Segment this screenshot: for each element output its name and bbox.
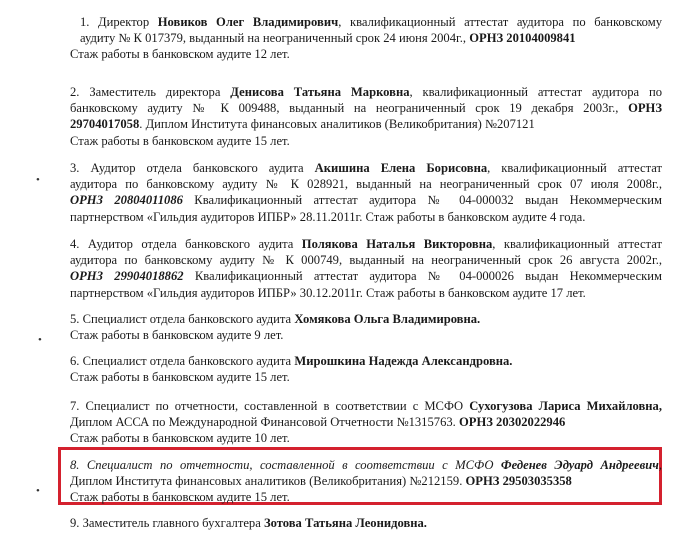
entry-text: 1. Директор [80,15,158,29]
entry-line [70,353,662,369]
entry-text: Диплом АССА по Международной Финансовой Отчетности №1315763. [70,415,459,430]
staff-entry-3 [70,160,662,225]
entry-line [70,457,662,473]
experience-text: Стаж работы в банковском аудите 10 лет. [70,431,290,446]
entry-text: , квалификационный аттестат [487,161,662,175]
ornz-label: ОРНЗ [628,101,662,116]
scan-mark: • [36,174,40,186]
entry-line [70,192,662,208]
person-name: Феденев Эдуард Андреевич [500,458,659,472]
experience-text: Стаж работы в банковском аудите 12 лет. [70,47,290,62]
entry-line [70,268,662,284]
entry-text: , квалификационный аттестат аудитора по банковскому [338,15,662,29]
entry-text: , квалификационный аттестат [492,237,662,251]
entry-line [70,311,662,327]
entry-line: партнерством «Гильдия аудиторов ИПБР» 28.11.2011г. Стаж работы в банковском аудите 4 года. [70,209,586,224]
entry-text: 9. Заместитель главного бухгалтера [70,516,264,530]
staff-entry-9 [70,515,662,531]
person-name: Сухогузова Лариса Михайловна, [469,399,663,413]
ornz-number: ОРНЗ 20104009841 [469,31,576,46]
entry-line [70,30,662,46]
person-name: Новиков Олег Владимирович [157,15,339,29]
staff-entry-2 [70,84,662,149]
entry-text: аудиту № К 017379, выданный на неограниченный срок 24 июня 2004г., [80,31,470,46]
staff-entry-5 [70,311,662,343]
scan-mark: • [38,334,42,346]
entry-text: банковскому аудиту № К 009488, выданный на неограниченный срок 19 декабря 2003г., [70,101,629,116]
entry-text: , квалификационный аттестат аудитора по [409,85,662,99]
entry-line [70,236,662,252]
entry-text: , [658,458,663,472]
staff-entry-4 [70,236,662,301]
entry-line [70,84,662,100]
person-name: Зотова Татьяна Леонидовна. [263,516,427,530]
entry-line [70,414,662,430]
entry-text: 6. Специалист отдела банковского аудита [70,354,295,368]
entry-line [70,473,662,489]
staff-entry-6 [70,353,662,385]
entry-text: Квалификационный аттестат аудитора № 04-000026 выдан Некоммерческим [183,269,663,284]
entry-text: 3. Аудитор отдела банковского аудита [70,161,315,175]
ornz-number: ОРНЗ 29904018862 [70,269,184,284]
entry-text: 4. Аудитор отдела банковского аудита [70,237,302,251]
ornz-number: ОРНЗ 20302022946 [458,415,566,430]
person-name: Мирошкина Надежда Александровна. [294,354,513,368]
entry-text: 8. Специалист по отчетности, составленной в соответствии с МСФО [70,458,501,472]
entry-text: Диплом Института финансовых аналитиков (Великобритания) №212159. [70,474,466,489]
experience-text: Стаж работы в банковском аудите 15 лет. [70,133,290,148]
person-name: Хомякова Ольга Владимировна. [294,312,481,326]
entry-text: . Диплом Института финансовых аналитиков (Великобритания) №207121 [139,117,535,132]
scan-mark: • [36,485,40,497]
entry-line [70,515,662,531]
entry-text: 5. Специалист отдела банковского аудита [70,312,295,326]
experience-text: Стаж работы в банковском аудите 15 лет. [70,370,290,385]
person-name: Денисова Татьяна Марковна [230,85,410,99]
entry-line [70,160,662,176]
experience-text: Стаж работы в банковском аудите 9 лет. [70,328,284,343]
entry-text: 2. Заместитель директора [70,85,231,99]
experience-text: Стаж работы в банковском аудите 15 лет. [70,490,290,505]
entry-line: аудитора по банковскому аудиту № К 000749, выданный на неограниченный срок 26 августа 2002г., [70,253,662,268]
ornz-number: 29704017058 [70,117,140,132]
person-name: Полякова Наталья Викторовна [301,237,493,251]
person-name: Акишина Елена Борисовна [314,161,488,175]
entry-line [70,14,662,30]
entry-line [70,100,662,116]
entry-line: партнерством «Гильдия аудиторов ИПБР» 30.12.2011г. Стаж работы в банковском аудите 17 лет. [70,285,586,300]
entry-text: 7. Специалист по отчетности, составленной в соответствии с МСФО [70,399,470,413]
ornz-number: ОРНЗ 20804011086 [70,193,183,208]
staff-entry-8 [70,457,662,506]
entry-text: Квалификационный аттестат аудитора № 04-000032 выдан Некоммерческим [182,193,662,208]
staff-entry-7 [70,398,662,447]
entry-line [70,398,662,414]
ornz-number: ОРНЗ 29503035358 [465,474,572,489]
entry-line [70,116,662,132]
entry-line: аудитора по банковскому аудиту № К 028921, выданный на неограниченный срок 07 июля 2008г., [70,177,662,192]
staff-entry-1 [70,14,662,63]
